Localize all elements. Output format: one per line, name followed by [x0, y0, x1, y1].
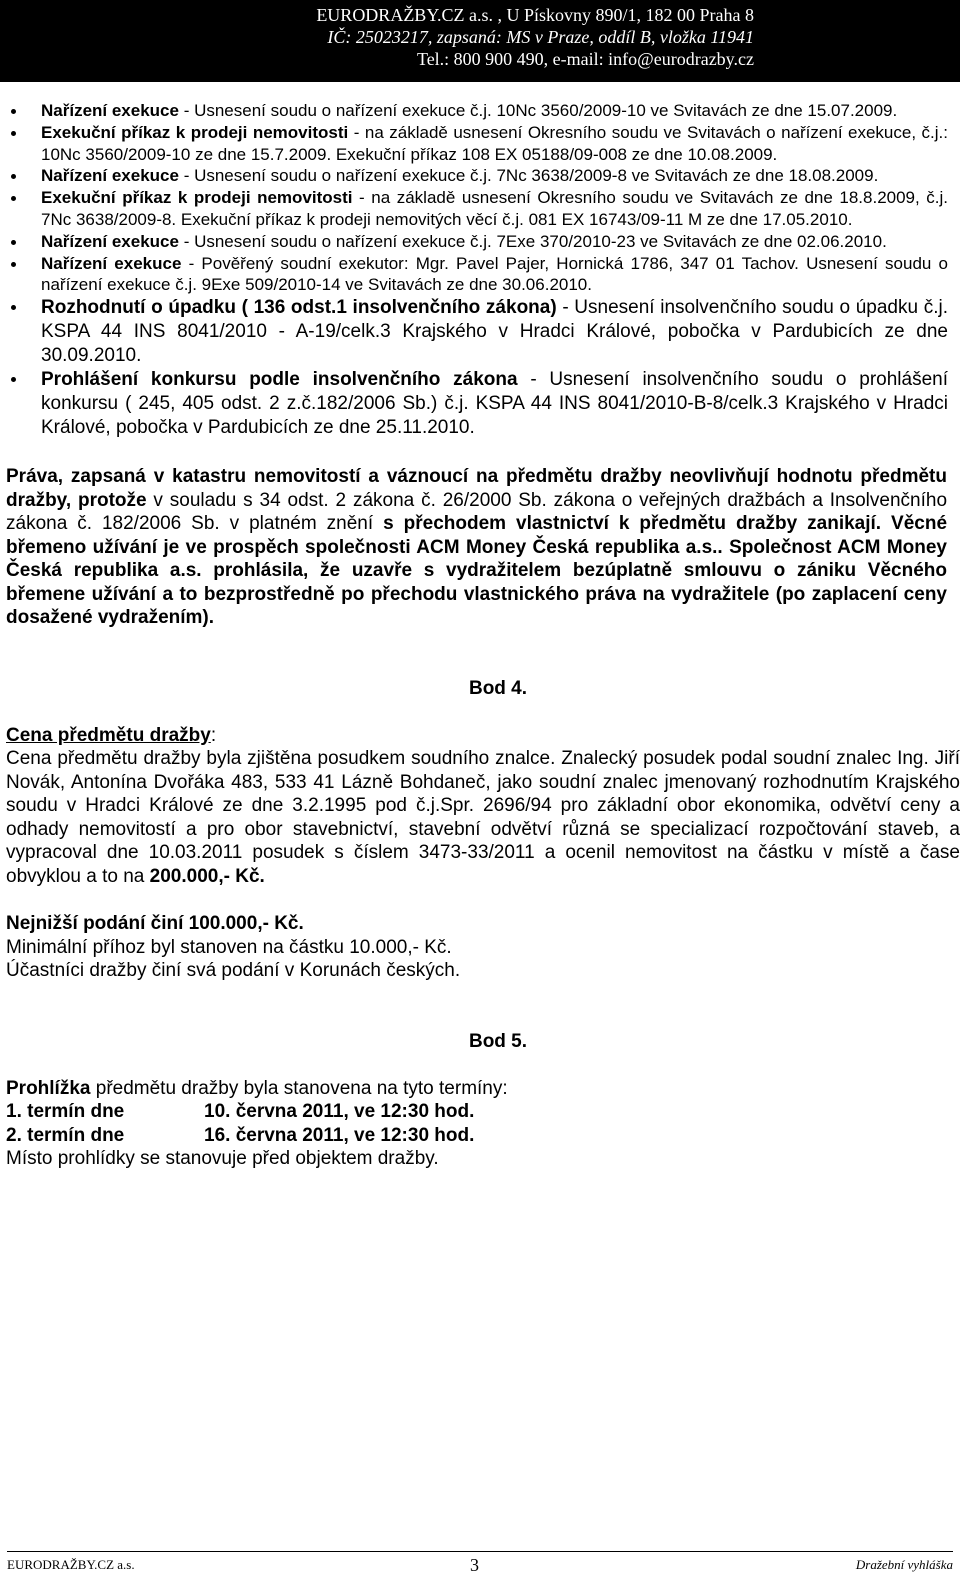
list-item: Exekuční příkaz k prodeji nemovitosti - na základě usnesení Okresního soudu ve Svitavách ze dne 18.8.2009, č.j. 7Nc 3638/2009-8. Exekuční příkaz k prodeji nemovitých věcí č.j. 081 EX 16743/09-11 M ze dne 17.05.2010. [0, 187, 948, 231]
minimum-increment: Minimální příhoz byl stanoven na částku 10.000,- Kč. [6, 936, 452, 958]
term-row: 2. termín dne 16. června 2011, ve 12:30 hod. [6, 1124, 475, 1146]
list-item: Nařízení exekuce - Usnesení soudu o nařízení exekuce č.j. 10Nc 3560/2009-10 ve Svitavách ze dne 15.07.2009. [0, 100, 948, 122]
price-paragraph: Cena předmětu dražby byla zjištěna posudkem soudního znalce. Znalecký posudek podal soudní znalec Ing. Jiří Novák, Antonína Dvořáka 483, 533 41 Lázně Bohdaneč, jako soudní znalec jmenovaný rozhodnutím Krajského soudu v Hradci Králové ze dne 3.2.1995 pod č.j.Spr. 2696/94 pro základní obor ekonomika, odvětví ceny a odhady nemovitostí a pro obor stavebnictví, stavební odvětví různá se specializací rozpočtování staveb, a vypracoval dne 10.03.2011 posudek s číslem 3473-33/2011 a ocenil nemovitost na částku v místě a čase obvyklou a to na 200.000,- Kč. [6, 748, 960, 887]
list-item: Exekuční příkaz k prodeji nemovitosti - na základě usnesení Okresního soudu ve Svitavách o nařízení exekuce, č.j.: 10Nc 3560/2009-10 ze dne 15.7.2009. Exekuční příkaz 108 EX 05188/09-008 ze dne 10.08.2009. [0, 122, 948, 166]
minimum-bid: Nejnižší podání činí 100.000,- Kč. [6, 913, 304, 935]
list-item: Rozhodnutí o úpadku ( 136 odst.1 insolvenčního zákona) - Usnesení insolvenčního soudu o úpadku č.j. KSPA 44 INS 8041/2010 - A-19/celk.3 Krajského v Hradci Králové, pobočka v Pardubicích ze dne 30.09.2010. [0, 296, 948, 368]
list-item: Nařízení exekuce - Usnesení soudu o nařízení exekuce č.j. 7Nc 3638/2009-8 ve Svitavách ze dne 18.08.2009. [0, 165, 948, 187]
footer-divider [7, 1551, 953, 1552]
company-registration: IČ: 25023217, zapsaná: MS v Praze, oddíl B, vložka 11941 [327, 27, 754, 47]
letterhead [0, 0, 960, 82]
price-heading: Cena předmětu dražby: [6, 724, 217, 746]
term-row: 1. termín dne 10. června 2011, ve 12:30 hod. [6, 1101, 475, 1123]
company-contact: Tel.: 800 900 490, e-mail: info@eurodrazby.cz [416, 49, 754, 69]
section-heading-bod5: Bod 5. [468, 1030, 528, 1052]
list-item: Nařízení exekuce - Pověřený soudní exekutor: Mgr. Pavel Pajer, Hornická 1786, 347 01 Tachov. Usnesení soudu o nařízení exekuce č.j. 9Exe 509/2010-14 ve Svitavách ze dne 30.06.2010. [0, 253, 948, 297]
encumbrance-list [0, 100, 960, 440]
footer-doc-title: Dražební vyhláška [855, 1557, 953, 1572]
inspection-place: Místo prohlídky se stanovuje před objektem dražby. [6, 1148, 439, 1170]
document-body [0, 100, 960, 1171]
list-item: Nařízení exekuce - Usnesení soudu o nařízení exekuce č.j. 7Exe 370/2010-23 ve Svitavách ze dne 02.06.2010. [0, 231, 948, 253]
currency-note: Účastníci dražby činí svá podání v Korunách českých. [6, 960, 461, 982]
section-heading-bod4: Bod 4. [468, 677, 528, 699]
footer-company: EURODRAŽBY.CZ a.s. [7, 1557, 135, 1572]
inspection-terms [0, 1100, 960, 1147]
list-item: Prohlášení konkursu podle insolvenčního zákona - Usnesení insolvenčního soudu o prohlášení konkursu ( 245, 405 odst. 2 z.č.182/2006 Sb.) č.j. KSPA 44 INS 8041/2010-B-8/celk.3 Krajského v Hradci Králové, pobočka v Pardubicích ze dne 25.11.2010. [0, 368, 948, 440]
rights-paragraph: Práva, zapsaná v katastru nemovitostí a váznoucí na předmětu dražby neovlivňují hodnotu předmětu dražby, protože v souladu s 34 odst. 2 zákona č. 26/2000 Sb. zákona o veřejných dražbách a Insolvenčního zákona č. 182/2006 Sb. v platném znění s přechodem vlastnictví k předmětu dražby zanikají. Věcné břemeno užívání je ve prospěch společnosti ACM Money Česká republika a.s.. Společnost ACM Money Česká republika a.s. prohlásila, že uzavře s vydražitelem bezúplatně smlouvu o zániku Věcného břemene užívání a to bezprostředně po přechodu vlastnického práva na vydražitele (po zaplacení ceny dosažené vydražením). [6, 466, 948, 629]
company-address: EURODRAŽBY.CZ a.s. , U Pískovny 890/1, 182 00 Praha 8 [316, 5, 754, 25]
inspection-intro: Prohlížka předmětu dražby byla stanovena na tyto termíny: [6, 1077, 508, 1099]
page-number: 3 [470, 1555, 479, 1575]
page-footer [0, 1549, 960, 1581]
